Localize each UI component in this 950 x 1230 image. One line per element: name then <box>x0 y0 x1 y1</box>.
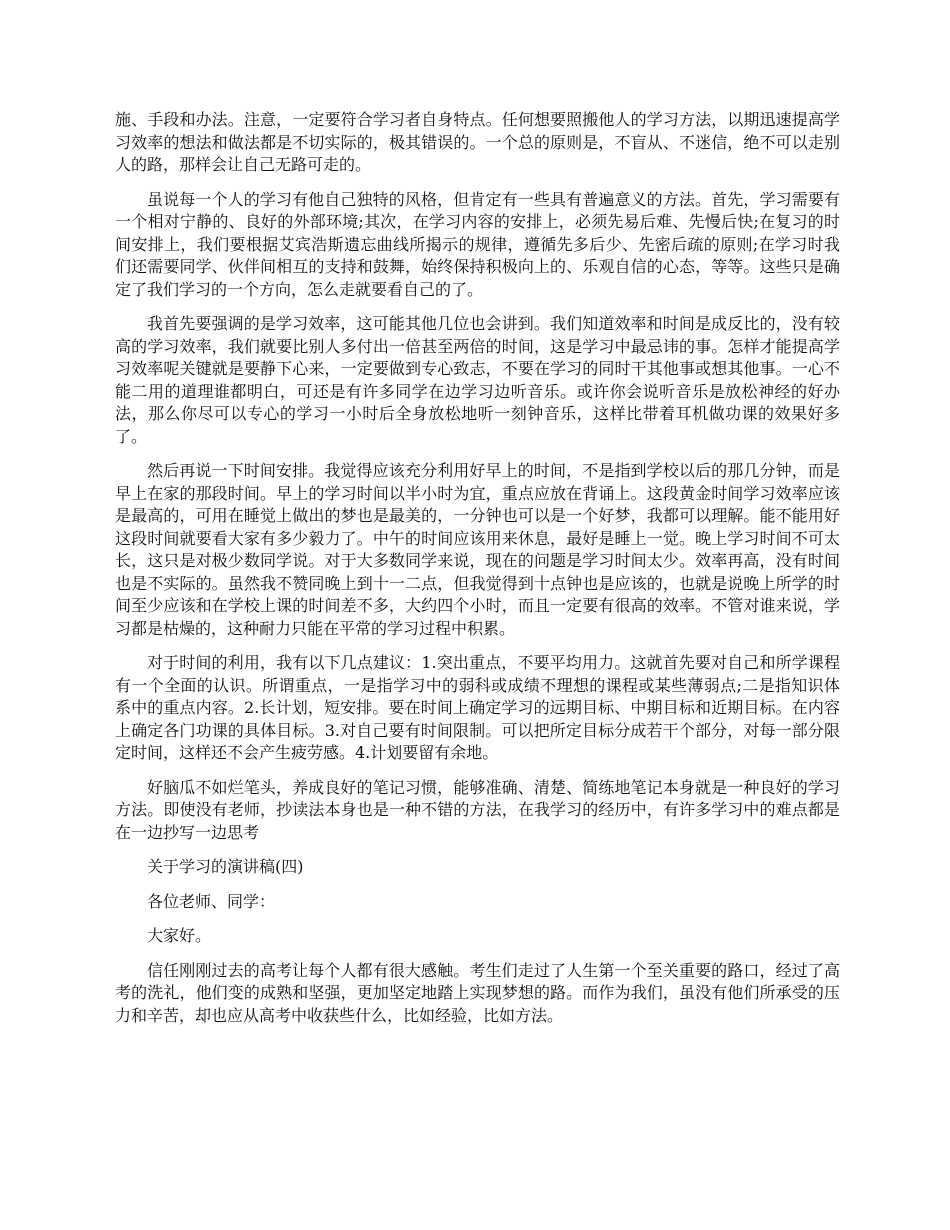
salutation: 各位老师、同学： <box>147 891 276 911</box>
document-page <box>115 109 840 1039</box>
speech-heading: 关于学习的演讲稿(四) <box>147 857 304 876</box>
closing-paragraph: 信任刚刚过去的高考让每个人都有很大感触。考生们走过了人生第一个至关重要的路口，经过了高考的洗礼，他们变的成熟和坚强，更加坚定地踏上实现梦想的路。而作为我们，虽没有他们所承受的压力和辛苦，却也应从高考中收获些什么，比如经验，比如方法。 <box>115 960 840 1025</box>
paragraph-1: 施、手段和办法。注意，一定要符合学习者自身特点。任何想要照搬他人的学习方法，以期迅速提高学习效率的想法和做法都是不切实际的，极其错误的。一个总的原则是，不盲从、不迷信，绝不可以走别人的路，那样会让自己无路可走的。 <box>115 110 840 174</box>
paragraph-6: 好脑瓜不如烂笔头，养成良好的笔记习惯，能够准确、清楚、简练地笔记本身就是一种良好的学习方法。即使没有老师，抄读法本身也是一种不错的方法，在我学习的经历中，有许多学习中的难点都是在一边抄写一边思考 <box>115 777 840 842</box>
paragraph-2: 虽说每一个人的学习有他自己独特的风格，但肯定有一些具有普遍意义的方法。首先，学习需要有一个相对宁静的、良好的外部环境;其次，在学习内容的安排上，必须先易后难、先慢后快;在复习的时间安排上，我们要根据艾宾浩斯遗忘曲线所揭示的规律，遵循先多后少、先密后疏的原则;在学习时我们还需要同学、伙伴间相互的支持和鼓舞，始终保持积极向上的、乐观自信的心态，等等。这些只是确定了我们学习的一个方向，怎么走就要看自己的了。 <box>115 189 840 299</box>
paragraph-4: 然后再说一下时间安排。我觉得应该充分利用好早上的时间，不是指到学校以后的那几分钟，而是早上在家的那段时间。早上的学习时间以半小时为宜，重点应放在背诵上。这段黄金时间学习效率应该是最高的，可用在睡觉上做出的梦也是最美的，一分钟也可以是一个好梦，我都可以理解。能不能用好这段时间就要看大家有多少毅力了。中午的时间应该用来休息，最好是睡上一觉。晚上学习时间不可太长，这只是对极少数同学说。对于大多数同学来说，现在的问题是学习时间太少。效率再高，没有时间也是不实际的。虽然我不赞同晚上到十一二点，但我觉得到十点钟也是应该的，也就是说晚上所学的时间至少应该和在学校上课的时间差不多，大约四个小时，而且一定要有很高的效率。不管对谁来说，学习都是枯燥的，这种耐力只能在平常的学习过程中积累。 <box>115 461 840 638</box>
paragraph-3: 我首先要强调的是学习效率，这可能其他几位也会讲到。我们知道效率和时间是成反比的，没有较高的学习效率，我们就要比别人多付出一倍甚至两倍的时间，这是学习中最忌讳的事。怎样才能提高学习效率呢关键就是要静下心来，一定要做到专心致志，不要在学习的同时干其他事或想其他事。一心不能二用的道理谁都明白，可还是有许多同学在边学习边听音乐。或许你会说听音乐是放松神经的好办法，那么你尽可以专心的学习一小时后全身放松地听一刻钟音乐，这样比带着耳机做功课的效果好多了。 <box>115 314 840 446</box>
greeting: 大家好。 <box>147 926 212 945</box>
paragraph-5: 对于时间的利用，我有以下几点建议：1.突出重点，不要平均用力。这就首先要对自己和所学课程有一个全面的认识。所谓重点，一是指学习中的弱科或成绩不理想的课程或某些薄弱点;二是指知识体系中的重点内容。2.长计划，短安排。要在时间上确定学习的远期目标、中期目标和近期目标。在内容上确定各门功课的具体目标。3.对自己要有时间限制。可以把所定目标分成若干个部分，对每一部分限定时间，这样还不会产生疲劳感。4.计划要留有余地。 <box>115 653 840 762</box>
